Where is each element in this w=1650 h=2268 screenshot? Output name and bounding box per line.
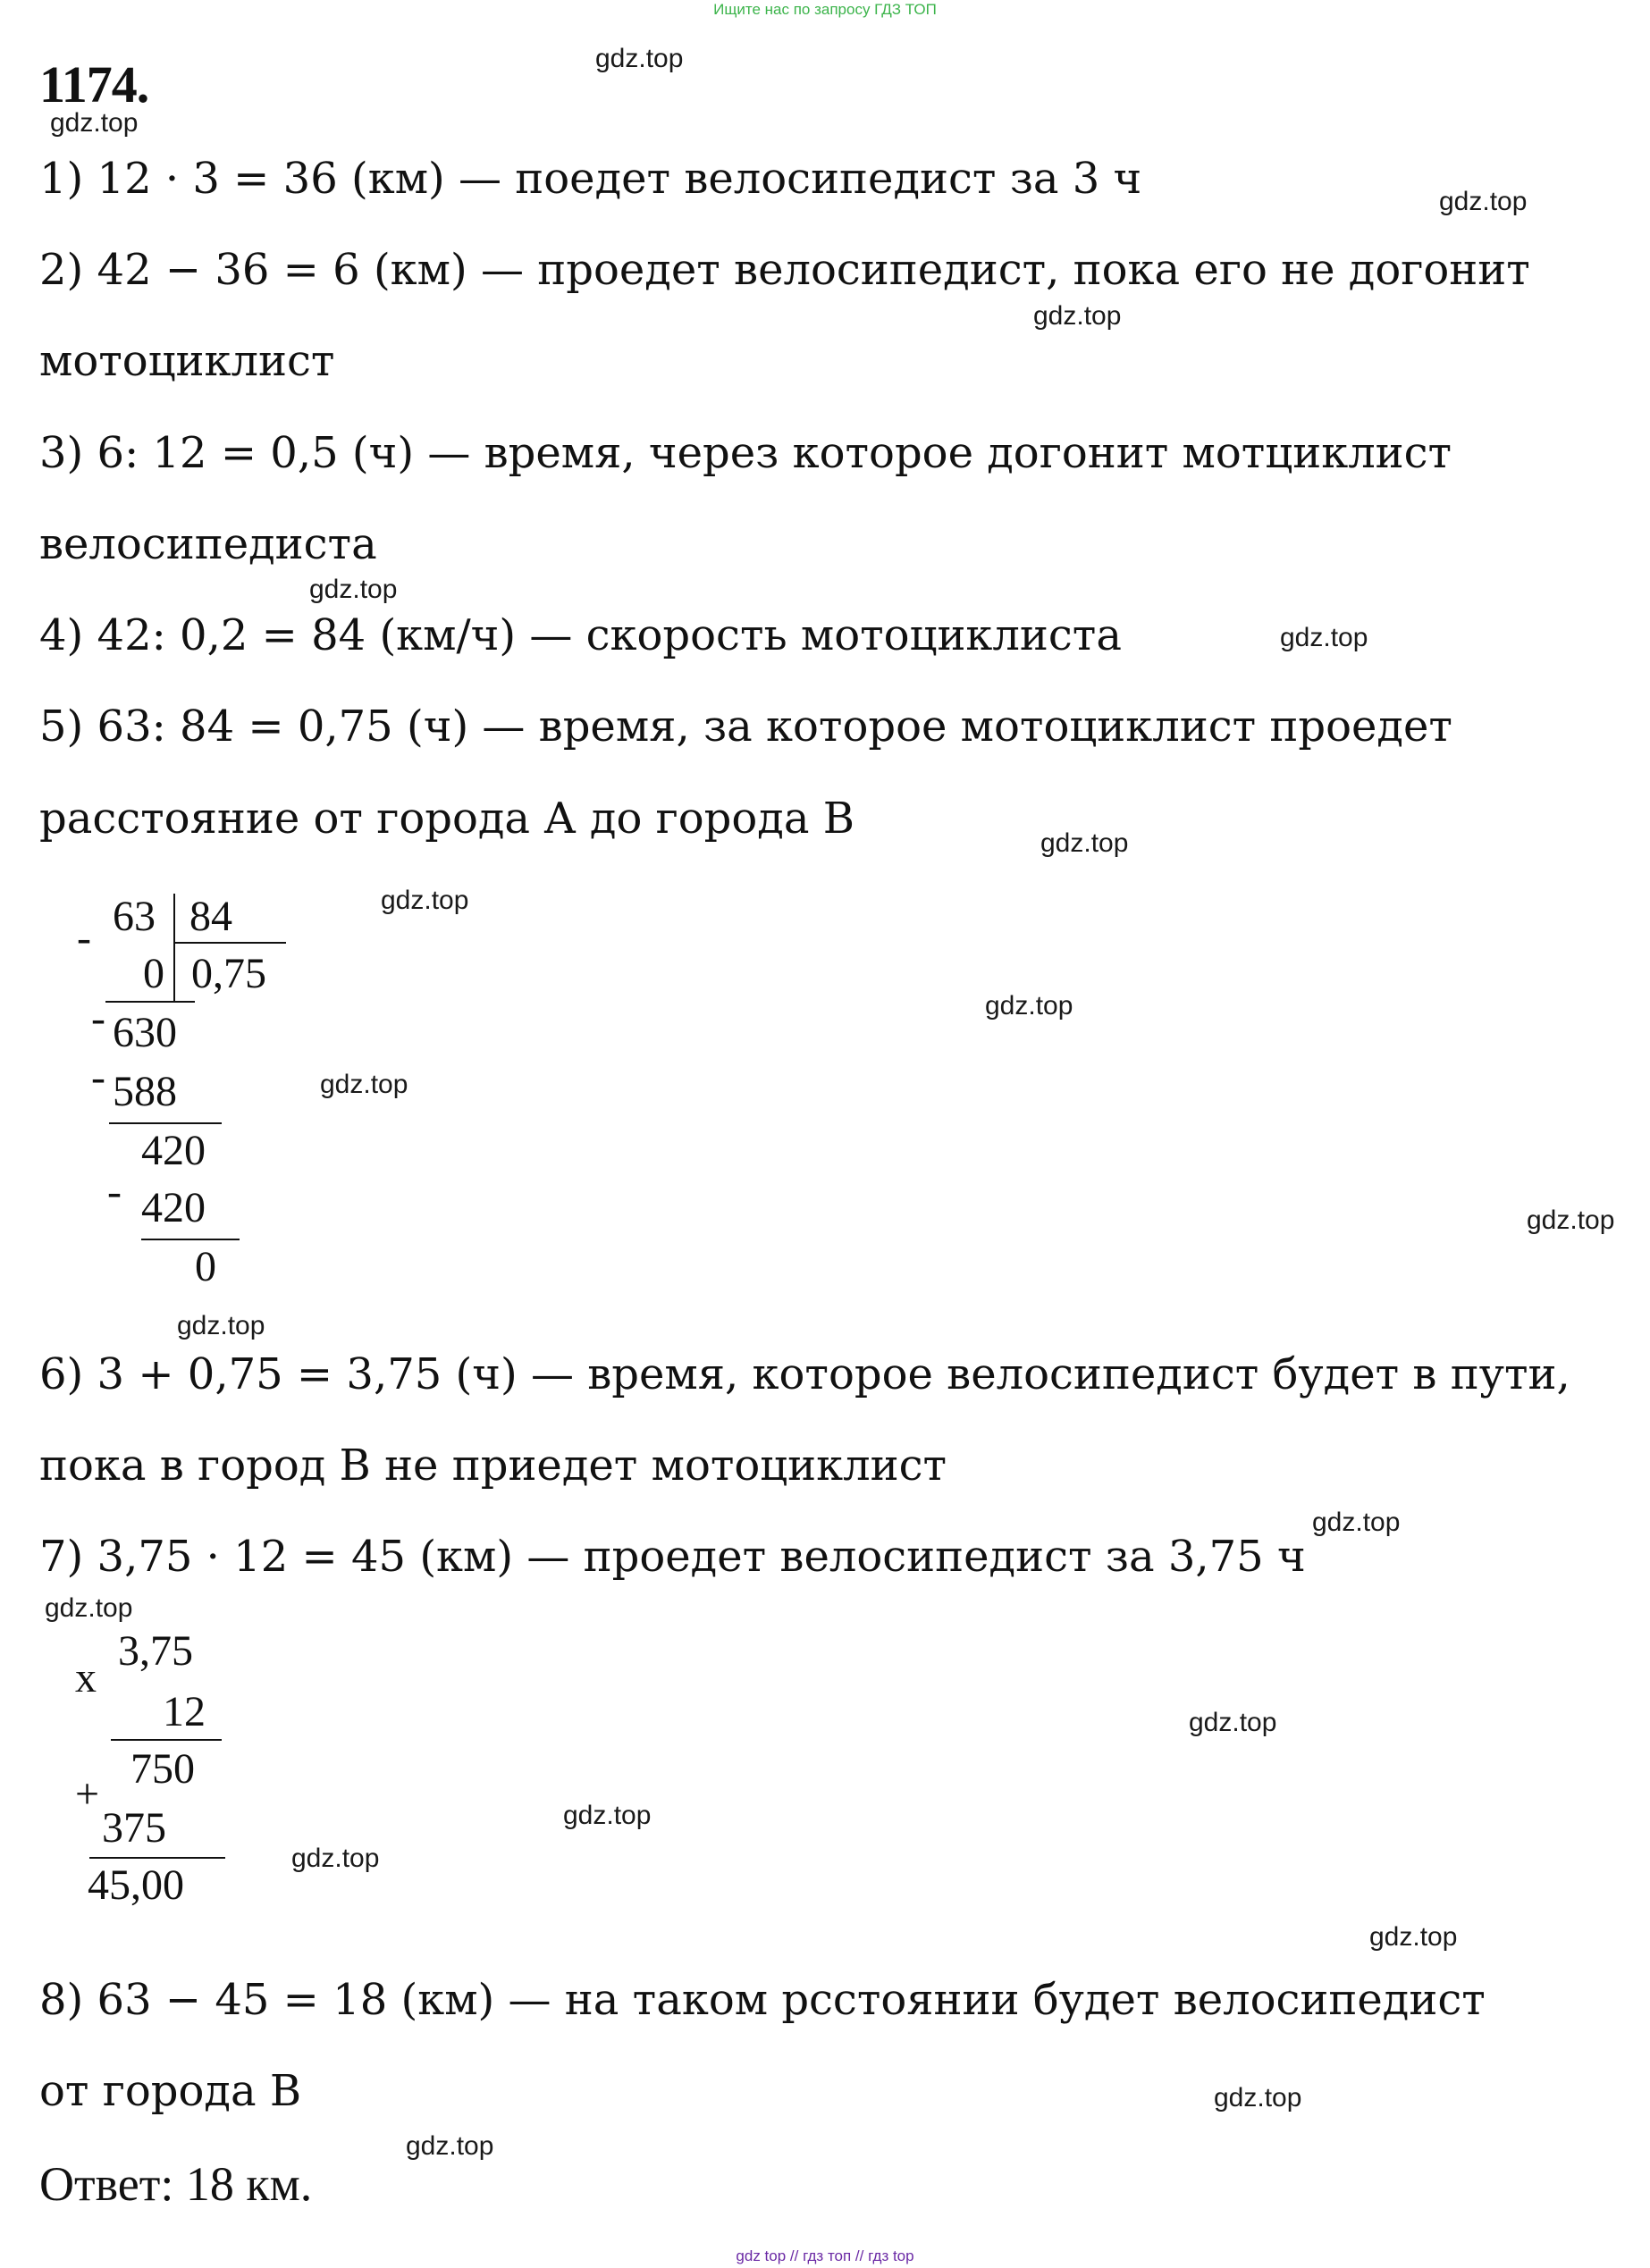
multiplication-times-sign: x	[75, 1654, 97, 1701]
division-divisor: 84	[189, 893, 232, 940]
solution-step-8: 8) 63 − 45 = 18 (км) — на таком рсстоянии будет велосипедист	[39, 1975, 1486, 2025]
division-step-3: 420	[141, 1127, 206, 1174]
watermark: gdz.top	[1439, 187, 1528, 216]
watermark: gdz.top	[1527, 1205, 1615, 1235]
solution-step-6-cont: пока в город В не приедет мотоциклист	[39, 1441, 947, 1491]
solution-step-3-cont: велосипедиста	[39, 519, 377, 569]
division-quotient: 0,75	[191, 950, 266, 997]
multiplication-partial-1: 750	[130, 1745, 195, 1793]
multiplication-multiplicand: 3,75	[118, 1627, 193, 1675]
solution-step-5: 5) 63: 84 = 0,75 (ч) — время, за которое мотоциклист проедет	[39, 701, 1452, 752]
division-minus-sign: -	[77, 914, 91, 962]
division-step-4: 420	[141, 1184, 206, 1231]
solution-step-7: 7) 3,75 · 12 = 45 (км) — проедет велосипедист за 3,75 ч	[39, 1532, 1306, 1582]
solution-step-2-cont: мотоциклист	[39, 336, 335, 386]
watermark: gdz.top	[1312, 1508, 1401, 1537]
top-search-hint[interactable]: Ищите нас по запросу ГДЗ ТОП	[713, 1, 937, 18]
multiplication-result: 45,00	[88, 1861, 184, 1909]
division-step-2: 588	[113, 1068, 177, 1115]
watermark: gdz.top	[1214, 2083, 1302, 2113]
watermark: gdz.top	[1280, 623, 1368, 652]
watermark: gdz.top	[1033, 301, 1122, 331]
solution-step-8-cont: от города В	[39, 2066, 302, 2116]
watermark: gdz.top	[563, 1801, 652, 1830]
multiplication-partial-2: 375	[102, 1804, 166, 1852]
watermark: gdz.top	[320, 1070, 408, 1099]
solution-step-3: 3) 6: 12 = 0,5 (ч) — время, через которое догонит мотциклист	[39, 428, 1452, 478]
division-dividend: 63	[113, 893, 156, 940]
multiplication-multiplier: 12	[163, 1688, 206, 1735]
column-multiplication	[0, 0, 358, 1930]
division-minus-sign-3: -	[91, 1054, 105, 1101]
footer-links[interactable]: gdz top // гдз топ // гдз top	[736, 2247, 914, 2264]
solution-step-6: 6) 3 + 0,75 = 3,75 (ч) — время, которое велосипедист будет в пути,	[39, 1349, 1570, 1399]
division-minus-sign-2: -	[91, 995, 105, 1042]
watermark: gdz.top	[1040, 828, 1129, 858]
watermark: gdz.top	[50, 108, 139, 138]
solution-step-5-cont: расстояние от города А до города В	[39, 794, 854, 844]
watermark: gdz.top	[595, 44, 684, 73]
multiplication-plus-sign: +	[75, 1770, 100, 1818]
problem-number: 1174.	[39, 55, 149, 113]
watermark: gdz.top	[406, 2131, 494, 2161]
solution-step-2: 2) 42 − 36 = 6 (км) — проедет велосипедист, пока его не догонит	[39, 245, 1530, 295]
watermark: gdz.top	[985, 991, 1073, 1021]
division-first-remainder: 0	[143, 950, 164, 997]
watermark: gdz.top	[45, 1593, 133, 1623]
answer-line: Ответ: 18 км.	[39, 2157, 313, 2211]
division-minus-sign-4: -	[107, 1168, 122, 1215]
watermark: gdz.top	[1189, 1708, 1277, 1737]
solution-step-1: 1) 12 · 3 = 36 (км) — поедет велосипедист за 3 ч	[39, 154, 1142, 204]
multiplication-line-2	[89, 1857, 225, 1859]
watermark: gdz.top	[309, 575, 398, 604]
division-final-remainder: 0	[195, 1243, 216, 1290]
watermark: gdz.top	[1369, 1922, 1458, 1952]
watermark: gdz.top	[291, 1844, 380, 1873]
multiplication-line-1	[111, 1739, 222, 1741]
solution-step-4: 4) 42: 0,2 = 84 (км/ч) — скорость мотоциклиста	[39, 610, 1122, 660]
watermark: gdz.top	[381, 886, 469, 915]
division-step-1: 630	[113, 1009, 177, 1056]
watermark: gdz.top	[177, 1311, 265, 1340]
